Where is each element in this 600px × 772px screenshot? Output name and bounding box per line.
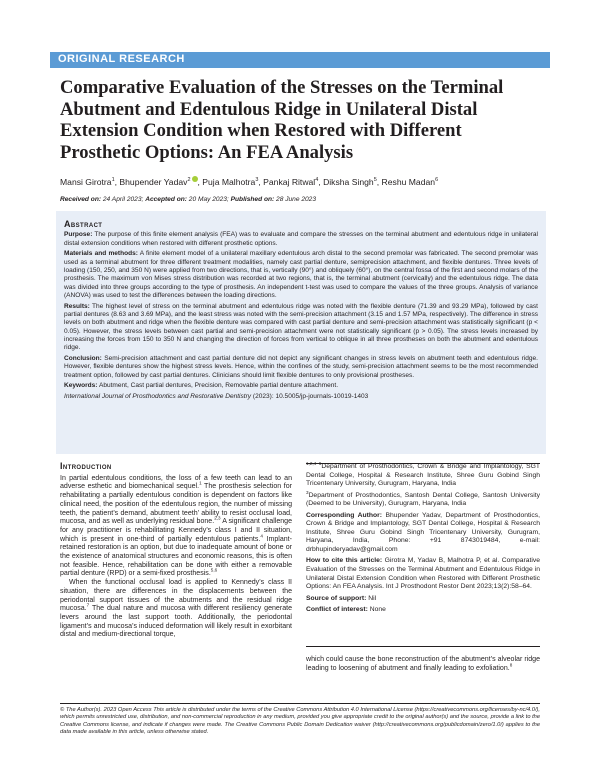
article-type-label: ORIGINAL RESEARCH	[58, 53, 185, 65]
cite-label: How to cite this article:	[306, 557, 383, 565]
conflict-text: None	[369, 606, 386, 614]
conflict-of-interest	[306, 606, 540, 615]
affiliation-2: $^3$Department of Prosthodontics, Santosh Dental College, Santosh University (Deemed to be University), Gurugram, Haryana, India	[306, 489, 540, 508]
author-affiliation-marker: 1	[111, 177, 115, 184]
keywords-label: Keywords:	[64, 382, 98, 390]
author[interactable]: Pankaj Ritwal	[263, 177, 316, 187]
author[interactable]: Reshu Madan	[381, 177, 436, 187]
affiliation-1: $^{1,2,4-6}$Department of Prosthodontics, Crown & Bridge and Implantology, SGT Dental College, Hospital & Research Institute, Shree Guru Gobind Singh Tricentenary University, Gurugram, Haryana, India	[306, 460, 540, 488]
conclusion-label: Conclusion:	[64, 355, 102, 363]
results-label: Results:	[64, 302, 90, 310]
how-to-cite	[306, 557, 540, 591]
citation-link[interactable]: 5,6	[210, 568, 218, 574]
author[interactable]: Diksha Singh	[323, 177, 374, 187]
intro-paragraph-1: In partial edentulous conditions, the loss of a few teeth can lead to an adverse esthetic and biomechanical sequel.$^1$ The prosthesis selection for rehabilitating a partially edentulous condition is dependent on factors like clinical need, the position of the edentulous region, the number of missing teeth, the patient’s demand, abutment teeth’ ability to resist occlusal load, mucosa, and as well as underlying residual bone.$^{2,3}$ A significant challenge for any practitioner is rehabilitating Kennedy’s class I and II situation, which is present in one-third of partially edentulous patients.$^4$ Implant-retained restoration is an option, but due to inadequate amount of bone or the existence of anatomical structures and economic reasons, this is often not feasible. Hence, rehabilitation can be done with either a removable partial denture (RPD) or a semi-fixed prosthesis.$^{5,6}$	[60, 474, 292, 578]
corresponding-author-label: Corresponding Author:	[306, 511, 383, 519]
published-label: Published on:	[230, 196, 275, 203]
citation-link[interactable]: 2,3	[214, 515, 221, 521]
affiliation-marker: 3	[306, 489, 309, 495]
support-label: Source of support:	[306, 594, 367, 602]
doi-link[interactable]: (2023): 10.5005/jp-journals-10019-1403	[252, 393, 369, 401]
journal-reference	[64, 393, 538, 401]
author-affiliation-marker: 3	[255, 177, 259, 184]
author-affiliation-marker: 2	[187, 177, 191, 184]
introduction-column	[60, 462, 292, 640]
affiliations-column	[306, 460, 540, 618]
license-footer: © The Author(s). 2023 Open Access This article is distributed under the terms of the Creative Commons Attribution 4.0 International License (https://creativecommons.org/licenses/by-nc/4.0/), which permits unrestricted use, distribution, and non-commercial reproduction in any medium, provided you give appropriate credit to the original author(s) and the source, provide a link to the Creative Commons license, and indicate if changes were made. The Creative Commons Public Domain Dedication waiver (http://creativecommons.org/publicdomain/zero/1.0/) applies to the data made available in this article, unless otherwise stated.	[60, 707, 540, 736]
cite-text: Girotra M, Yadav B, Malhotra P, et al. Comparative Evaluation of the Stresses on the Terminal Abutment and Edentulous Ridge in Unilateral Distal Extension Condition when Restored with Different Prosthetic Options: An FEA Analysis. Int J Prosthodont Restor Dent 2023;13(2):58–64.	[306, 557, 540, 591]
author-affiliation-marker: 4	[315, 177, 319, 184]
accepted-date: 20 May 2023;	[188, 196, 229, 203]
citation-link[interactable]: 7	[86, 602, 90, 608]
purpose-label: Purpose:	[64, 231, 93, 239]
footer-divider	[60, 703, 540, 704]
journal-name: International Journal of Prosthodontics and Restorative Dentistry	[64, 393, 252, 401]
author-affiliation-marker: 5	[373, 177, 377, 184]
abstract-conclusion	[64, 355, 538, 380]
abstract-content	[64, 220, 538, 404]
abstract-methods	[64, 250, 538, 300]
corresponding-author-text: Bhupender Yadav, Department of Prosthodontics, Crown & Bridge and Implantology, SGT Dental College, Hospital & Research Institute, Shree Guru Gobind Singh Tricentenary University, Gurugram, Haryana, India, Phone: +91 8743019484, e-mail: drbhupinderyadav@gmail.com	[306, 511, 540, 553]
abstract-purpose	[64, 231, 538, 248]
orcid-icon[interactable]	[192, 176, 198, 182]
keywords-text: Abutment, Cast partial dentures, Precision, Removable partial denture attachment.	[98, 382, 339, 390]
article-title: Comparative Evaluation of the Stresses on the Terminal Abutment and Edentulous Ridge in Unilateral Distal Extension Condition when Restored with Different Prosthetic Options: An FEA Analysis	[60, 77, 504, 163]
publication-dates	[60, 196, 316, 203]
accepted-label: Accepted on:	[145, 196, 187, 203]
article-type-banner	[50, 52, 550, 68]
author[interactable]: Bhupender Yadav	[119, 177, 188, 187]
author-affiliation-marker: 6	[435, 177, 439, 184]
introduction-continuation	[306, 656, 540, 673]
received-label: Received on:	[60, 196, 102, 203]
source-of-support	[306, 595, 540, 604]
methods-text: A finite element model of a unilateral maxillary edentulous arch distal to the second premolar was fabricated. The second premolar was used as a terminal abutment for three different treatment modalities, namely cast partial denture, semiprecision attachment, and flexible dentures. Three levels of loading (150, 250, and 350 N) were applied from two directions, that is, vertically (90°) and obliquely (60°), on the central fossa of the first and second molars of the prosthesis. The maximum von Mises stress distribution was recorded at two regions, that is, the terminal abutment (cervically) and the edentulous ridge. The data was divided into three groups according to the type of prosthesis. An independent t-test was used to compare the values of the three groups. Analysis of variance (ANOVA) was used to test the differences between the loading directions.	[64, 250, 538, 300]
affiliation-marker: 1,2,4–6	[306, 460, 322, 466]
abstract-results	[64, 303, 538, 353]
author-list: Mansi Girotra$^1$, Bhupender Yadav$^2$ , Puja Malhotra$^3$, Pankaj Ritwal$^4$, Diksha Singh$^5$, Reshu Madan$^6$	[60, 177, 439, 187]
citation-link[interactable]: 8	[509, 662, 513, 668]
abstract-box	[56, 211, 546, 454]
conflict-label: Conflict of interest:	[306, 606, 368, 614]
intro-continuation-text: which could cause the bone reconstruction of the abutment’s alveolar ridge leading to loosening of abutment and finally leading to exfoliation.$^8$	[306, 656, 540, 672]
citation-link[interactable]: 4	[260, 533, 263, 539]
author[interactable]: Puja Malhotra	[202, 177, 256, 187]
abstract-keywords	[64, 382, 538, 390]
introduction-heading: Introduction	[60, 461, 112, 471]
support-text: Nil	[368, 594, 377, 602]
purpose-text: The purpose of this finite element analysis (FEA) was to evaluate and compare the stresses on the terminal abutment and edentulous ridge in unilateral distal extension conditions when restored with different prosthetic options.	[64, 231, 538, 247]
intro-paragraph-2: When the functional occlusal load is applied to Kennedy’s class II situation, there are differences in the displacements between the periodontal support tissues of the abutments and the residual ridge mucosa.$^7$ The dual nature and mucosa with different resiliency generate levers around the last support tooth. Additionally, the periodontal ligament’s and mucosa’s induced deformation will likely result in exorbitant distal and medium-directional torque,	[60, 579, 292, 639]
affiliation-bottom-rule	[306, 646, 540, 647]
corresponding-author	[306, 512, 540, 555]
received-date: 24 April 2023;	[102, 196, 144, 203]
methods-label: Materials and methods:	[64, 250, 138, 258]
published-date: 28 June 2023	[276, 196, 317, 203]
author[interactable]: Mansi Girotra	[60, 177, 112, 187]
abstract-heading: Abstract	[64, 219, 103, 229]
citation-link[interactable]: 1	[199, 481, 202, 487]
results-text: The highest level of stress on the terminal abutment and edentulous ridge was noted with the flexible denture (71.39 and 93.29 MPa), followed by cast partial dentures (8.63 and 3.69 MPa), and the least stress was noted with the semi-precision attachment (3.15 and 1.57 MPa, respectively). The difference in stress levels on both abutment and ridge when the flexible denture was compared with cast partial denture and semi-precision attachment was statistically significant (p < 0.05). However, the stress levels between cast partial and semi-precision attachment were not statistically significant (p > 0.05). The stress levels increased by increasing the forces from 150 to 350 N and changing the direction of forces from vertical to oblique in all three prostheses on both the abutment and edentulous ridge.	[64, 302, 538, 352]
conclusion-text: Semi-precision attachment and cast partial denture did not depict any significant changes in stress levels on abutment teeth and edentulous ridge. However, flexible dentures show the highest stress levels. Hence, within the confines of the study, semi-precision attachment seems to be the most recommended treatment option, followed by cast partial dentures. Clinicians should limit flexible dentures to only provisional prostheses.	[64, 355, 538, 379]
